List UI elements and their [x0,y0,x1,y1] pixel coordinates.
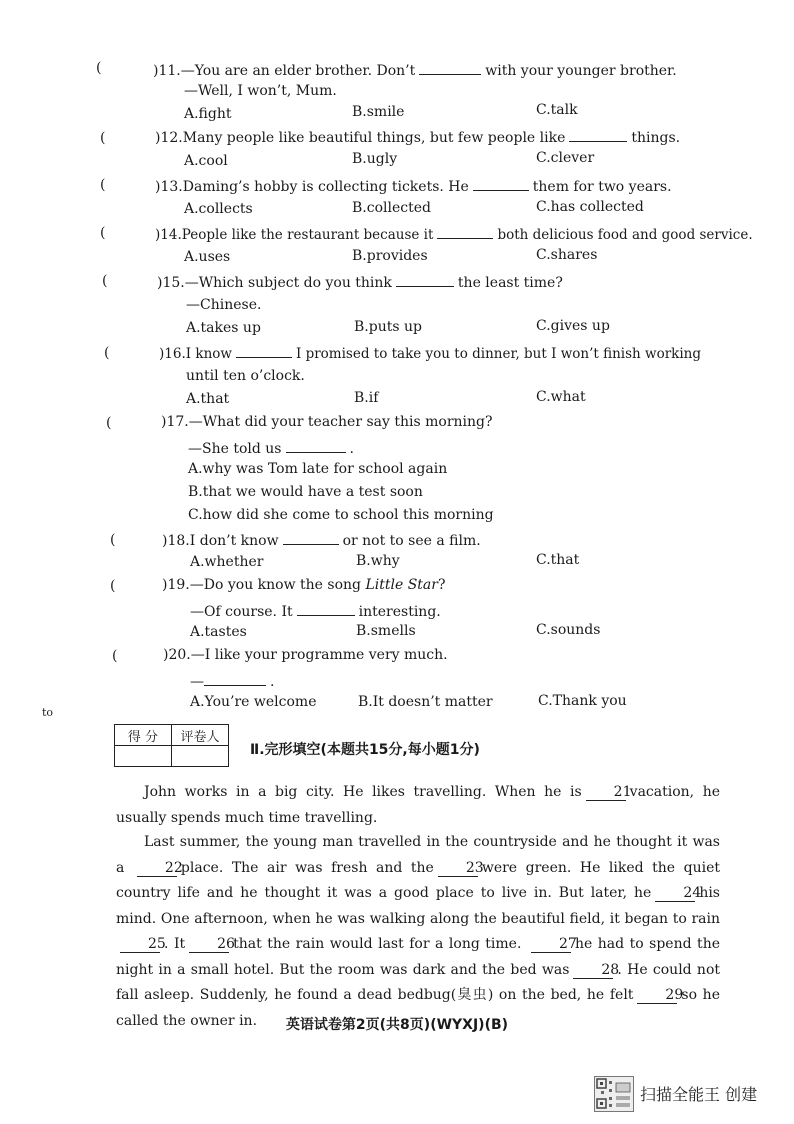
option-a: A.takes up [186,320,261,336]
answer-blank[interactable] [473,176,529,191]
question-stem-end: both delicious food and good service. [497,227,753,243]
question-18-stem: )18.I don’t know or not to see a film. [162,530,481,549]
option-b: B.that we would have a test soon [188,484,423,500]
question-16-stem: )16.I know I promised to take you to dinner, but I won’t finish working [159,343,701,362]
cloze-blank-23[interactable]: 23 [438,860,478,877]
answer-paren-12[interactable]: ( [100,130,106,146]
option-a: A.uses [184,249,231,265]
option-b: B.smells [356,623,416,639]
question-stem-end: them for two years. [532,179,672,195]
passage-text: his mind. One afternoon, when he was walking along the beautiful field, it began to rain [116,885,720,927]
passage-text: were green. He liked the quiet country life and he thought it was a good place to live in. But later, he [116,859,720,901]
question-stem: .Daming’s hobby is collecting tickets. He [178,179,469,195]
dialog-text: —Of course. It [190,604,293,620]
passage-paragraph-1 [116,780,720,831]
option-a: A.that [186,391,230,407]
answer-blank[interactable] [396,272,454,287]
answer-paren-15[interactable]: ( [102,273,108,289]
option-b: B.smile [352,104,405,120]
answer-blank[interactable] [286,438,346,453]
option-c: C.clever [536,150,595,166]
question-stem: .—Do you know the song [185,577,361,593]
question-stem-end: the least time? [457,275,563,291]
option-a: A.collects [184,201,253,217]
score-cell[interactable] [115,746,172,767]
answer-paren-18[interactable]: ( [110,532,116,548]
question-dialog-line [190,671,274,690]
answer-blank[interactable] [569,127,627,142]
option-b: B.puts up [354,319,422,335]
page-footer: 英语试卷第2页(共8页)(WYXJ)(B) [285,1017,509,1033]
option-b: B.collected [352,200,431,216]
scanner-watermark: 扫描全能王 创建 [640,1085,758,1104]
option-b: B.why [356,553,400,569]
question-number: 19 [167,577,186,593]
cloze-blank-26[interactable]: 26 [189,936,229,953]
cloze-blank-22[interactable]: 22 [137,860,177,877]
score-label: 得 分 [115,725,172,746]
option-a: A.You’re welcome [190,694,317,710]
passage-text: place. The air was fresh and the [180,859,434,876]
song-title: Little Star [365,577,438,593]
passage-paragraph-2 [116,830,720,1034]
dialog-text-end: . [270,674,275,690]
cloze-blank-28[interactable]: 28 [573,962,613,979]
cloze-blank-29[interactable]: 29 [637,987,677,1004]
question-dialog-line [188,438,354,457]
passage-text: Last summer, the young man travelled in the countryside and he thought it was a [116,834,720,876]
section-title: Ⅱ.完形填空(本题共15分,每小题1分) [250,742,480,758]
question-number: 16 [164,346,182,362]
passage-text: so he called the owner in. [116,987,720,1029]
option-b: B.ugly [352,151,398,167]
question-stem: .I don’t know [185,533,279,549]
question-stem-end: with your younger brother. [485,63,677,79]
option-a: A.cool [184,153,228,169]
passage-text: . It [164,936,186,952]
option-c: C.has collected [536,199,644,215]
question-number: 13 [160,179,179,195]
question-11-stem: )11.—You are an elder brother. Don’t with your younger brother. [153,60,677,79]
dialog-text: — [190,674,204,690]
question-stem: .—What did your teacher say this morning? [184,414,493,430]
question-14-stem: )14.People like the restaurant because it both delicious food and good service. [155,224,753,243]
question-stem: .—I like your programme very much. [186,647,448,663]
question-stem: .—You are an elder brother. Don’t [176,63,416,79]
question-15-stem: )15.—Which subject do you think the least time? [157,272,563,291]
option-c: C.what [536,389,586,405]
answer-paren-16[interactable]: ( [104,345,110,361]
passage-text: vacation, he usually spends much time travelling. [116,784,720,826]
option-c: C.that [536,552,580,568]
question-number: 14 [160,227,178,243]
option-a: A.why was Tom late for school again [188,461,448,477]
option-c: C.Thank you [538,693,627,709]
grader-cell[interactable] [172,746,229,767]
question-20-stem: )20.—I like your programme very much. [163,647,448,663]
grader-label: 评卷人 [172,725,229,746]
option-b: B.It doesn’t matter [358,694,493,710]
question-continuation: until ten o’clock. [186,368,305,384]
passage-text: that the rain would last for a long time. [233,936,522,952]
passage-text: . He could not fall asleep. Suddenly, he found a dead bedbug(臭虫) on the bed, he felt [116,961,720,1003]
answer-paren-14[interactable]: ( [100,225,106,241]
dialog-text-end: . [349,441,354,457]
question-19-stem: )19.—Do you know the song Little Star? [162,577,446,593]
question-12-stem: )12.Many people like beautiful things, but few people like things. [155,127,680,146]
answer-blank[interactable] [283,530,339,545]
answer-blank[interactable] [204,671,266,686]
answer-blank[interactable] [236,343,292,358]
question-17-stem: )17.—What did your teacher say this morning? [161,414,493,430]
option-c: C.how did she come to school this morning [188,507,494,523]
question-number: 17 [166,414,185,430]
dialog-text-end: interesting. [358,604,441,620]
dialog-text: —She told us [188,441,282,457]
answer-paren-11[interactable]: ( [96,60,102,76]
question-number: 20 [168,647,187,663]
option-a: A.whether [190,554,264,570]
answer-blank[interactable] [419,60,481,75]
answer-blank[interactable] [437,224,493,239]
question-dialog-line: —Chinese. [186,297,262,313]
cloze-blank-25[interactable]: 25 [120,936,160,953]
score-table [114,724,229,767]
question-number: 15 [162,275,181,291]
option-c: C.shares [536,247,598,263]
option-c: C.talk [536,102,578,118]
option-c: C.sounds [536,622,601,638]
option-b: B.if [354,390,379,406]
question-dialog-line: —Well, I won’t, Mum. [184,83,337,99]
option-a: A.fight [184,106,232,122]
question-number: 11 [158,63,177,79]
question-number: 18 [167,533,186,549]
question-stem: .—Which subject do you think [180,275,392,291]
question-number: 12 [160,130,179,146]
question-dialog-line [190,601,441,620]
cloze-blank-24[interactable]: 24 [655,885,695,902]
option-b: B.provides [352,248,428,264]
question-stem-end: things. [631,130,681,146]
answer-paren-20[interactable]: ( [112,648,118,664]
option-c: C.gives up [536,318,610,334]
question-stem-end: I promised to take you to dinner, but I won’t finish working [295,346,701,362]
qr-code-icon [594,1076,634,1112]
question-stem-end: ? [437,577,446,593]
margin-mark: to [42,706,54,719]
passage-text: he had to spend the night in a small hotel. But the room was dark and the bed was [116,936,720,978]
question-13-stem: )13.Daming’s hobby is collecting tickets. He them for two years. [155,176,672,195]
option-a: A.tastes [190,624,247,640]
cloze-blank-27[interactable]: 27 [531,936,571,953]
answer-paren-17[interactable]: ( [106,415,112,431]
answer-blank[interactable] [297,601,355,616]
answer-paren-19[interactable]: ( [110,578,116,594]
passage-text: John works in a big city. He likes travelling. When he is [144,784,582,800]
answer-paren-13[interactable]: ( [100,177,106,193]
question-stem: .I know [181,346,232,362]
cloze-blank-21[interactable]: 21 [586,784,626,801]
question-stem-end: or not to see a film. [342,533,481,549]
question-stem: .People like the restaurant because it [177,227,434,243]
question-stem: .Many people like beautiful things, but few people like [178,130,566,146]
